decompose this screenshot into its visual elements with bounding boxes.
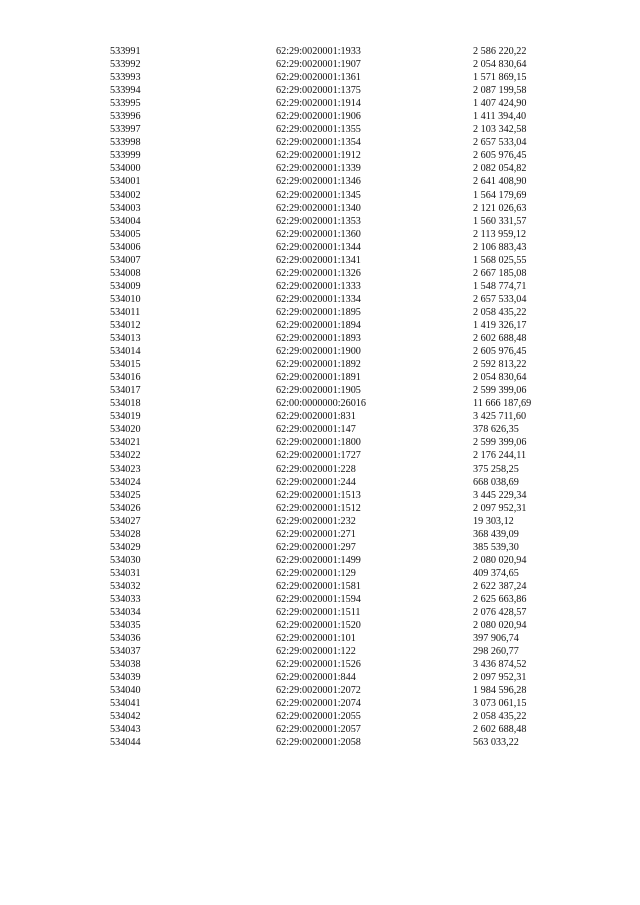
table-row — [0, 58, 640, 71]
row-number: 534043 — [110, 724, 141, 736]
row-number: 534024 — [110, 476, 141, 488]
row-number: 534011 — [110, 306, 141, 318]
cadastral-number: 62:29:0020001:1375 — [276, 85, 361, 97]
table-row — [0, 306, 640, 319]
cadastral-value: 2 080 020,94 — [473, 554, 527, 566]
cadastral-value: 368 439,09 — [473, 528, 519, 540]
cadastral-number: 62:29:0020001:1340 — [276, 202, 361, 214]
table-row — [0, 97, 640, 110]
cadastral-value: 2 625 663,86 — [473, 593, 527, 605]
table-row — [0, 332, 640, 345]
row-number: 534031 — [110, 567, 141, 579]
cadastral-value: 2 586 220,22 — [473, 46, 527, 57]
cadastral-number: 62:29:0020001:2057 — [276, 724, 361, 736]
table-row — [0, 489, 640, 502]
cadastral-number: 62:29:0020001:147 — [276, 424, 356, 436]
table-row — [0, 384, 640, 397]
cadastral-value: 409 374,65 — [473, 567, 519, 579]
row-number: 534028 — [110, 528, 141, 540]
row-number: 534009 — [110, 280, 141, 292]
table-row — [0, 280, 640, 293]
cadastral-number: 62:29:0020001:101 — [276, 633, 356, 645]
cadastral-number: 62:29:0020001:1511 — [276, 607, 361, 619]
row-number: 534013 — [110, 333, 141, 345]
table-row — [0, 215, 640, 228]
cadastral-number: 62:29:0020001:1905 — [276, 385, 361, 397]
row-number: 533994 — [110, 85, 141, 97]
cadastral-value: 2 605 976,45 — [473, 346, 527, 358]
cadastral-number: 62:29:0020001:1499 — [276, 554, 361, 566]
cadastral-number: 62:29:0020001:831 — [276, 411, 356, 423]
cadastral-value: 2 058 435,22 — [473, 306, 527, 318]
cadastral-number: 62:29:0020001:1892 — [276, 359, 361, 371]
cadastral-value: 1 548 774,71 — [473, 280, 527, 292]
table-row — [0, 175, 640, 188]
row-number: 533993 — [110, 72, 141, 84]
row-number: 534007 — [110, 254, 141, 266]
cadastral-number: 62:29:0020001:1912 — [276, 150, 361, 162]
cadastral-number: 62:29:0020001:1891 — [276, 372, 361, 384]
row-number: 534004 — [110, 215, 141, 227]
row-number: 534010 — [110, 293, 141, 305]
cadastral-number: 62:29:0020001:129 — [276, 567, 356, 579]
row-number: 534006 — [110, 241, 141, 253]
row-number: 534015 — [110, 359, 141, 371]
row-number: 534034 — [110, 607, 141, 619]
cadastral-value: 1 984 596,28 — [473, 685, 527, 697]
cadastral-number: 62:29:0020001:271 — [276, 528, 356, 540]
row-number: 534037 — [110, 646, 141, 658]
row-number: 534022 — [110, 450, 141, 462]
row-number: 533996 — [110, 111, 141, 123]
table-row — [0, 502, 640, 515]
row-number: 533992 — [110, 59, 141, 71]
table-row — [0, 554, 640, 567]
cadastral-value: 2 602 688,48 — [473, 333, 527, 345]
table-row — [0, 110, 640, 123]
cadastral-value: 2 054 830,64 — [473, 59, 527, 71]
cadastral-value: 2 080 020,94 — [473, 620, 527, 632]
table-row — [0, 345, 640, 358]
table-row — [0, 710, 640, 723]
cadastral-number: 62:29:0020001:2072 — [276, 685, 361, 697]
cadastral-number: 62:29:0020001:228 — [276, 463, 356, 475]
cadastral-value: 2 592 813,22 — [473, 359, 527, 371]
cadastral-number: 62:29:0020001:244 — [276, 476, 356, 488]
cadastral-value: 2 602 688,48 — [473, 724, 527, 736]
row-number: 534012 — [110, 319, 141, 331]
cadastral-number: 62:29:0020001:1914 — [276, 98, 361, 110]
table-row — [0, 423, 640, 436]
row-number: 534029 — [110, 541, 141, 553]
cadastral-value: 2 103 342,58 — [473, 124, 527, 136]
cadastral-number: 62:29:0020001:1900 — [276, 346, 361, 358]
row-number: 534035 — [110, 620, 141, 632]
cadastral-value: 1 419 326,17 — [473, 319, 527, 331]
table-row — [0, 397, 640, 410]
cadastral-number: 62:29:0020001:1346 — [276, 176, 361, 188]
row-number: 534033 — [110, 593, 141, 605]
table-row — [0, 580, 640, 593]
cadastral-value: 385 539,30 — [473, 541, 519, 553]
table-row — [0, 149, 640, 162]
cadastral-value: 1 568 025,55 — [473, 254, 527, 266]
cadastral-value: 2 113 959,12 — [473, 228, 527, 240]
cadastral-number: 62:29:0020001:1581 — [276, 580, 361, 592]
table-row — [0, 658, 640, 671]
cadastral-number: 62:29:0020001:1361 — [276, 72, 361, 84]
table-row — [0, 697, 640, 710]
row-number: 534023 — [110, 463, 141, 475]
table-row — [0, 123, 640, 136]
cadastral-value: 2 657 533,04 — [473, 293, 527, 305]
table-row — [0, 541, 640, 554]
cadastral-number: 62:29:0020001:1520 — [276, 620, 361, 632]
row-number: 534019 — [110, 411, 141, 423]
cadastral-value: 2 082 054,82 — [473, 163, 527, 175]
row-number: 534027 — [110, 515, 141, 527]
cadastral-number: 62:29:0020001:1894 — [276, 319, 361, 331]
table-row — [0, 371, 640, 384]
cadastral-value: 2 622 387,24 — [473, 580, 527, 592]
row-number: 534000 — [110, 163, 141, 175]
cadastral-value: 2 097 952,31 — [473, 672, 527, 684]
cadastral-number: 62:29:0020001:2074 — [276, 698, 361, 710]
cadastral-value: 563 033,22 — [473, 737, 519, 749]
row-number: 534020 — [110, 424, 141, 436]
cadastral-value: 2 605 976,45 — [473, 150, 527, 162]
cadastral-value: 1 560 331,57 — [473, 215, 527, 227]
table-row — [0, 619, 640, 632]
row-number: 533995 — [110, 98, 141, 110]
row-number: 534021 — [110, 437, 141, 449]
cadastral-number: 62:29:0020001:1355 — [276, 124, 361, 136]
row-number: 534041 — [110, 698, 141, 710]
row-number: 533999 — [110, 150, 141, 162]
cadastral-value: 2 121 026,63 — [473, 202, 527, 214]
cadastral-value: 1 411 394,40 — [473, 111, 527, 123]
table-row — [0, 410, 640, 423]
cadastral-table — [0, 45, 640, 750]
table-row — [0, 606, 640, 619]
cadastral-number: 62:29:0020001:297 — [276, 541, 356, 553]
cadastral-value: 11 666 187,69 — [473, 398, 532, 410]
row-number: 533997 — [110, 124, 141, 136]
row-number: 534030 — [110, 554, 141, 566]
cadastral-number: 62:29:0020001:1907 — [276, 59, 361, 71]
cadastral-value: 2 657 533,04 — [473, 137, 527, 149]
cadastral-number: 62:29:0020001:1344 — [276, 241, 361, 253]
table-row — [0, 267, 640, 280]
row-number: 534001 — [110, 176, 141, 188]
cadastral-number: 62:29:0020001:844 — [276, 672, 356, 684]
row-number: 534018 — [110, 398, 141, 410]
cadastral-value: 2 058 435,22 — [473, 711, 527, 723]
cadastral-number: 62:29:0020001:1895 — [276, 306, 361, 318]
cadastral-number: 62:29:0020001:1353 — [276, 215, 361, 227]
row-number: 534042 — [110, 711, 141, 723]
table-row — [0, 71, 640, 84]
row-number: 534039 — [110, 672, 141, 684]
table-row — [0, 45, 640, 58]
cadastral-number: 62:29:0020001:1906 — [276, 111, 361, 123]
table-row — [0, 84, 640, 97]
table-row — [0, 228, 640, 241]
row-number: 534005 — [110, 228, 141, 240]
cadastral-value: 2 667 185,08 — [473, 267, 527, 279]
cadastral-value: 397 906,74 — [473, 633, 519, 645]
cadastral-value: 2 076 428,57 — [473, 607, 527, 619]
table-row — [0, 136, 640, 149]
table-row — [0, 567, 640, 580]
cadastral-value: 2 097 952,31 — [473, 502, 527, 514]
cadastral-number: 62:29:0020001:1333 — [276, 280, 361, 292]
cadastral-number: 62:29:0020001:1345 — [276, 189, 361, 201]
table-row — [0, 528, 640, 541]
cadastral-number: 62:29:0020001:1339 — [276, 163, 361, 175]
row-number: 534002 — [110, 189, 141, 201]
cadastral-number: 62:29:0020001:122 — [276, 646, 356, 658]
cadastral-value: 1 564 179,69 — [473, 189, 527, 201]
cadastral-number: 62:29:0020001:2058 — [276, 737, 361, 749]
row-number: 533991 — [110, 46, 141, 57]
cadastral-value: 375 258,25 — [473, 463, 519, 475]
cadastral-number: 62:29:0020001:1360 — [276, 228, 361, 240]
cadastral-value: 3 436 874,52 — [473, 659, 527, 671]
row-number: 534044 — [110, 737, 141, 749]
table-row — [0, 684, 640, 697]
cadastral-value: 1 571 869,15 — [473, 72, 527, 84]
cadastral-number: 62:29:0020001:1512 — [276, 502, 361, 514]
cadastral-number: 62:29:0020001:1354 — [276, 137, 361, 149]
table-row — [0, 723, 640, 736]
cadastral-number: 62:29:0020001:1526 — [276, 659, 361, 671]
table-row — [0, 449, 640, 462]
table-row — [0, 671, 640, 684]
cadastral-value: 2 054 830,64 — [473, 372, 527, 384]
table-row — [0, 476, 640, 489]
row-number: 534014 — [110, 346, 141, 358]
cadastral-value: 2 087 199,58 — [473, 85, 527, 97]
table-row — [0, 202, 640, 215]
cadastral-number: 62:29:0020001:1513 — [276, 489, 361, 501]
cadastral-value: 2 176 244,11 — [473, 450, 527, 462]
cadastral-value: 2 641 408,90 — [473, 176, 527, 188]
cadastral-value: 668 038,69 — [473, 476, 519, 488]
cadastral-number: 62:29:0020001:1594 — [276, 593, 361, 605]
table-row — [0, 736, 640, 749]
cadastral-number: 62:00:0000000:26016 — [276, 398, 366, 410]
cadastral-value: 378 626,35 — [473, 424, 519, 436]
row-number: 534025 — [110, 489, 141, 501]
table-row — [0, 162, 640, 175]
table-row — [0, 293, 640, 306]
cadastral-number: 62:29:0020001:2055 — [276, 711, 361, 723]
table-row — [0, 254, 640, 267]
cadastral-number: 62:29:0020001:1326 — [276, 267, 361, 279]
cadastral-value: 2 599 399,06 — [473, 437, 527, 449]
table-row — [0, 645, 640, 658]
row-number: 533998 — [110, 137, 141, 149]
cadastral-number: 62:29:0020001:1933 — [276, 46, 361, 57]
cadastral-number: 62:29:0020001:1727 — [276, 450, 361, 462]
table-row — [0, 189, 640, 202]
row-number: 534040 — [110, 685, 141, 697]
row-number: 534032 — [110, 580, 141, 592]
row-number: 534036 — [110, 633, 141, 645]
row-number: 534038 — [110, 659, 141, 671]
table-row — [0, 319, 640, 332]
row-number: 534026 — [110, 502, 141, 514]
row-number: 534003 — [110, 202, 141, 214]
table-row — [0, 463, 640, 476]
cadastral-value: 3 073 061,15 — [473, 698, 527, 710]
table-row — [0, 593, 640, 606]
cadastral-value: 19 303,12 — [473, 515, 514, 527]
row-number: 534017 — [110, 385, 141, 397]
cadastral-value: 3 445 229,34 — [473, 489, 527, 501]
cadastral-number: 62:29:0020001:1893 — [276, 333, 361, 345]
cadastral-value: 3 425 711,60 — [473, 411, 527, 423]
table-row — [0, 515, 640, 528]
row-number: 534008 — [110, 267, 141, 279]
cadastral-value: 2 599 399,06 — [473, 385, 527, 397]
cadastral-value: 2 106 883,43 — [473, 241, 527, 253]
table-row — [0, 358, 640, 371]
cadastral-value: 298 260,77 — [473, 646, 519, 658]
table-row — [0, 241, 640, 254]
cadastral-value: 1 407 424,90 — [473, 98, 527, 110]
cadastral-number: 62:29:0020001:1334 — [276, 293, 361, 305]
table-row — [0, 632, 640, 645]
table-row — [0, 436, 640, 449]
cadastral-number: 62:29:0020001:232 — [276, 515, 356, 527]
cadastral-number: 62:29:0020001:1800 — [276, 437, 361, 449]
cadastral-number: 62:29:0020001:1341 — [276, 254, 361, 266]
row-number: 534016 — [110, 372, 141, 384]
